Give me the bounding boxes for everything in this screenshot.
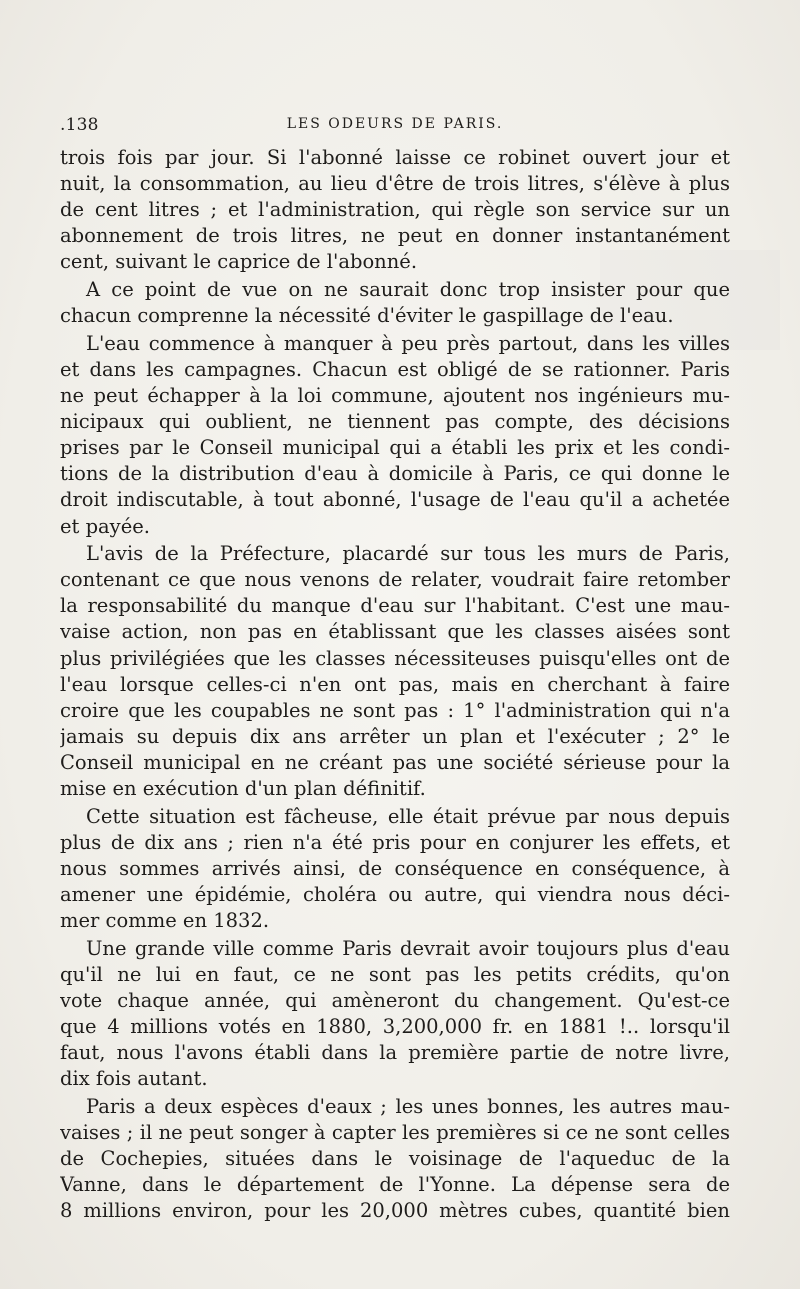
text-line: chacun comprenne la nécessité d'éviter le gaspillage de l'eau.: [60, 304, 674, 328]
text-line: trois fois par jour. Si l'abonné laisse ce robinet ouvert jour et: [60, 146, 730, 169]
text-line: la responsabilité du manque d'eau sur l'habitant. C'est une mau-: [60, 594, 730, 618]
text-line: tions de la distribution d'eau à domicile à Paris, ce qui donne le: [60, 462, 730, 486]
text-line: croire que les coupables ne sont pas : 1° l'administration qui n'a: [60, 698, 730, 722]
text-line: Conseil municipal en ne créant pas une société sérieuse pour la: [60, 750, 730, 774]
text-line: l'eau lorsque celles-ci n'en ont pas, mais en cherchant à faire: [60, 672, 730, 696]
text-line: et payée.: [60, 514, 150, 538]
text-line: nous sommes arrivés ainsi, de conséquence en conséquence, à: [60, 856, 730, 880]
text-line: L'avis de la Préfecture, placardé sur tous les murs de Paris,: [86, 542, 730, 566]
page-number: .138: [60, 115, 99, 135]
text-line: jamais su depuis dix ans arrêter un plan et l'exécuter ; 2° le: [60, 724, 730, 748]
text-line: A ce point de vue on ne saurait donc trop insister pour que: [86, 278, 730, 302]
text-line: faut, nous l'avons établi dans la première partie de notre livre,: [60, 1041, 730, 1065]
text-line: nicipaux qui oublient, ne tiennent pas compte, des décisions: [60, 410, 730, 434]
text-line: 8 millions environ, pour les 20,000 mètres cubes, quantité bien: [60, 1199, 730, 1223]
text-line: contenant ce que nous venons de relater, voudrait faire retomber: [60, 568, 730, 592]
text-line: vaise action, non pas en établissant que les classes aisées sont: [60, 620, 730, 644]
text-line: cent, suivant le caprice de l'abonné.: [60, 250, 418, 274]
text-line: de Cochepies, situées dans le voisinage de l'aqueduc de la: [60, 1147, 730, 1171]
text-line: qu'il ne lui en faut, ce ne sont pas les petits crédits, qu'on: [60, 962, 730, 986]
text-line: L'eau commence à manquer à peu près partout, dans les villes: [86, 331, 730, 355]
text-line: de cent litres ; et l'administration, qui règle son service sur un: [60, 198, 730, 222]
text-line: plus privilégiées que les classes nécessiteuses puisqu'elles ont de: [60, 646, 730, 670]
text-line: nuit, la consommation, au lieu d'être de trois litres, s'élève à plus: [60, 172, 730, 196]
text-line: Une grande ville comme Paris devrait avoir toujours plus d'eau: [86, 936, 730, 960]
text-line: Cette situation est fâcheuse, elle était prévue par nous depuis: [86, 804, 730, 828]
body-text: [60, 145, 730, 1224]
text-line: mise en exécution d'un plan définitif.: [60, 777, 426, 801]
text-line: vaises ; il ne peut songer à capter les premières si ce ne sont celles: [60, 1121, 730, 1145]
text-line: prises par le Conseil municipal qui a établi les prix et les condi-: [60, 436, 730, 460]
text-line: mer comme en 1832.: [60, 909, 270, 933]
text-line: droit indiscutable, à tout abonné, l'usage de l'eau qu'il a achetée: [60, 488, 730, 512]
text-line: Vanne, dans le département de l'Yonne. La dépense sera de: [60, 1173, 730, 1197]
text-line: dix fois autant.: [60, 1067, 208, 1091]
text-line: abonnement de trois litres, ne peut en donner instantanément: [60, 224, 730, 248]
text-line: Paris a deux espèces d'eaux ; les unes bonnes, les autres mau-: [86, 1094, 730, 1118]
text-line: amener une épidémie, choléra ou autre, qui viendra nous déci-: [60, 883, 730, 906]
text-line: et dans les campagnes. Chacun est obligé de se rationner. Paris: [60, 357, 730, 381]
running-title: LES ODEURS DE PARIS.: [286, 116, 504, 132]
text-line: plus de dix ans ; rien n'a été pris pour en conjurer les effets, et: [60, 830, 730, 854]
text-line: ne peut échapper à la loi commune, ajoutent nos ingénieurs mu-: [60, 384, 730, 408]
text-line: vote chaque année, qui amèneront du changement. Qu'est-ce: [60, 988, 730, 1012]
page-header: [60, 115, 730, 139]
text-line: que 4 millions votés en 1880, 3,200,000 fr. en 1881 !.. lorsqu'il: [60, 1015, 730, 1039]
